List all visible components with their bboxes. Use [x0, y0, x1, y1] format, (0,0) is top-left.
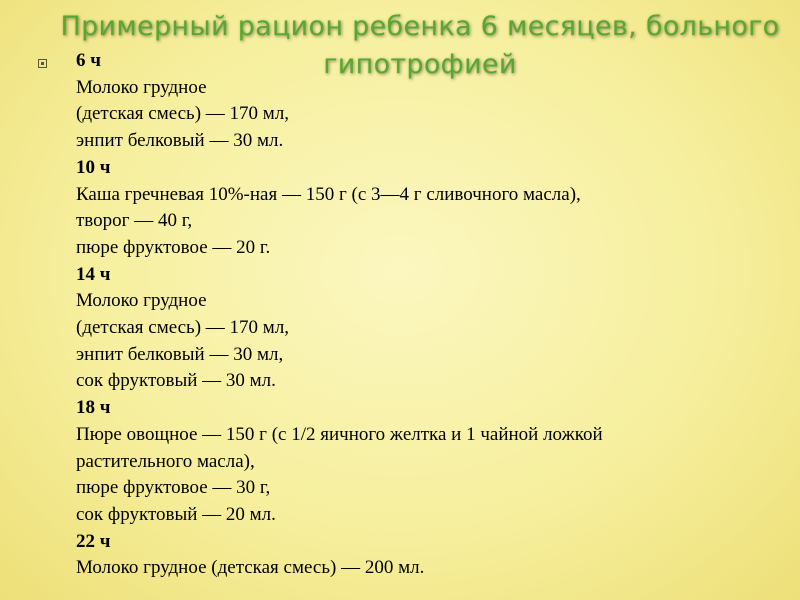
meal-line: сок фруктовый — 20 мл.	[76, 503, 276, 525]
meal-time: 10 ч	[76, 156, 111, 178]
meal-line: (детская смесь) — 170 мл,	[76, 103, 290, 125]
meal-22h	[76, 529, 776, 582]
meal-time: 22 ч	[76, 530, 111, 552]
meal-time: 18 ч	[76, 397, 111, 419]
meal-time: 14 ч	[76, 263, 111, 285]
meal-10h	[76, 155, 776, 262]
meal-line: Молоко грудное	[76, 76, 207, 98]
bullet-icon	[38, 59, 47, 68]
meal-line: Молоко грудное	[76, 290, 207, 312]
meal-line: пюре фруктовое — 30 г,	[76, 477, 271, 499]
meal-line: сок фруктовый — 30 мл.	[76, 370, 276, 392]
meal-line: Каша гречневая 10%-ная — 150 г (с 3—4 г сливочного масла),	[76, 183, 581, 205]
meal-line: энпит белковый — 30 мл,	[76, 343, 284, 365]
meal-line: Пюре овощное — 150 г (с 1/2 яичного желтка и 1 чайной ложкой	[76, 423, 603, 445]
meal-6h	[76, 48, 776, 155]
meal-14h	[76, 262, 776, 396]
meal-line: Молоко грудное (детская смесь) — 200 мл.	[76, 557, 425, 579]
slide-title: Примерный рацион ребенка 6 месяцев, больного гипотрофией	[60, 11, 780, 80]
meal-line: растительного масла),	[76, 450, 255, 472]
meal-time: 6 ч	[76, 50, 101, 71]
feeding-schedule	[76, 48, 776, 582]
meal-line: энпит белковый — 30 мл.	[76, 130, 284, 152]
meal-line: (детская смесь) — 170 мл,	[76, 317, 290, 339]
meal-18h	[76, 395, 776, 529]
meal-line: творог — 40 г,	[76, 210, 193, 232]
meal-line: пюре фруктовое — 20 г.	[76, 236, 271, 258]
